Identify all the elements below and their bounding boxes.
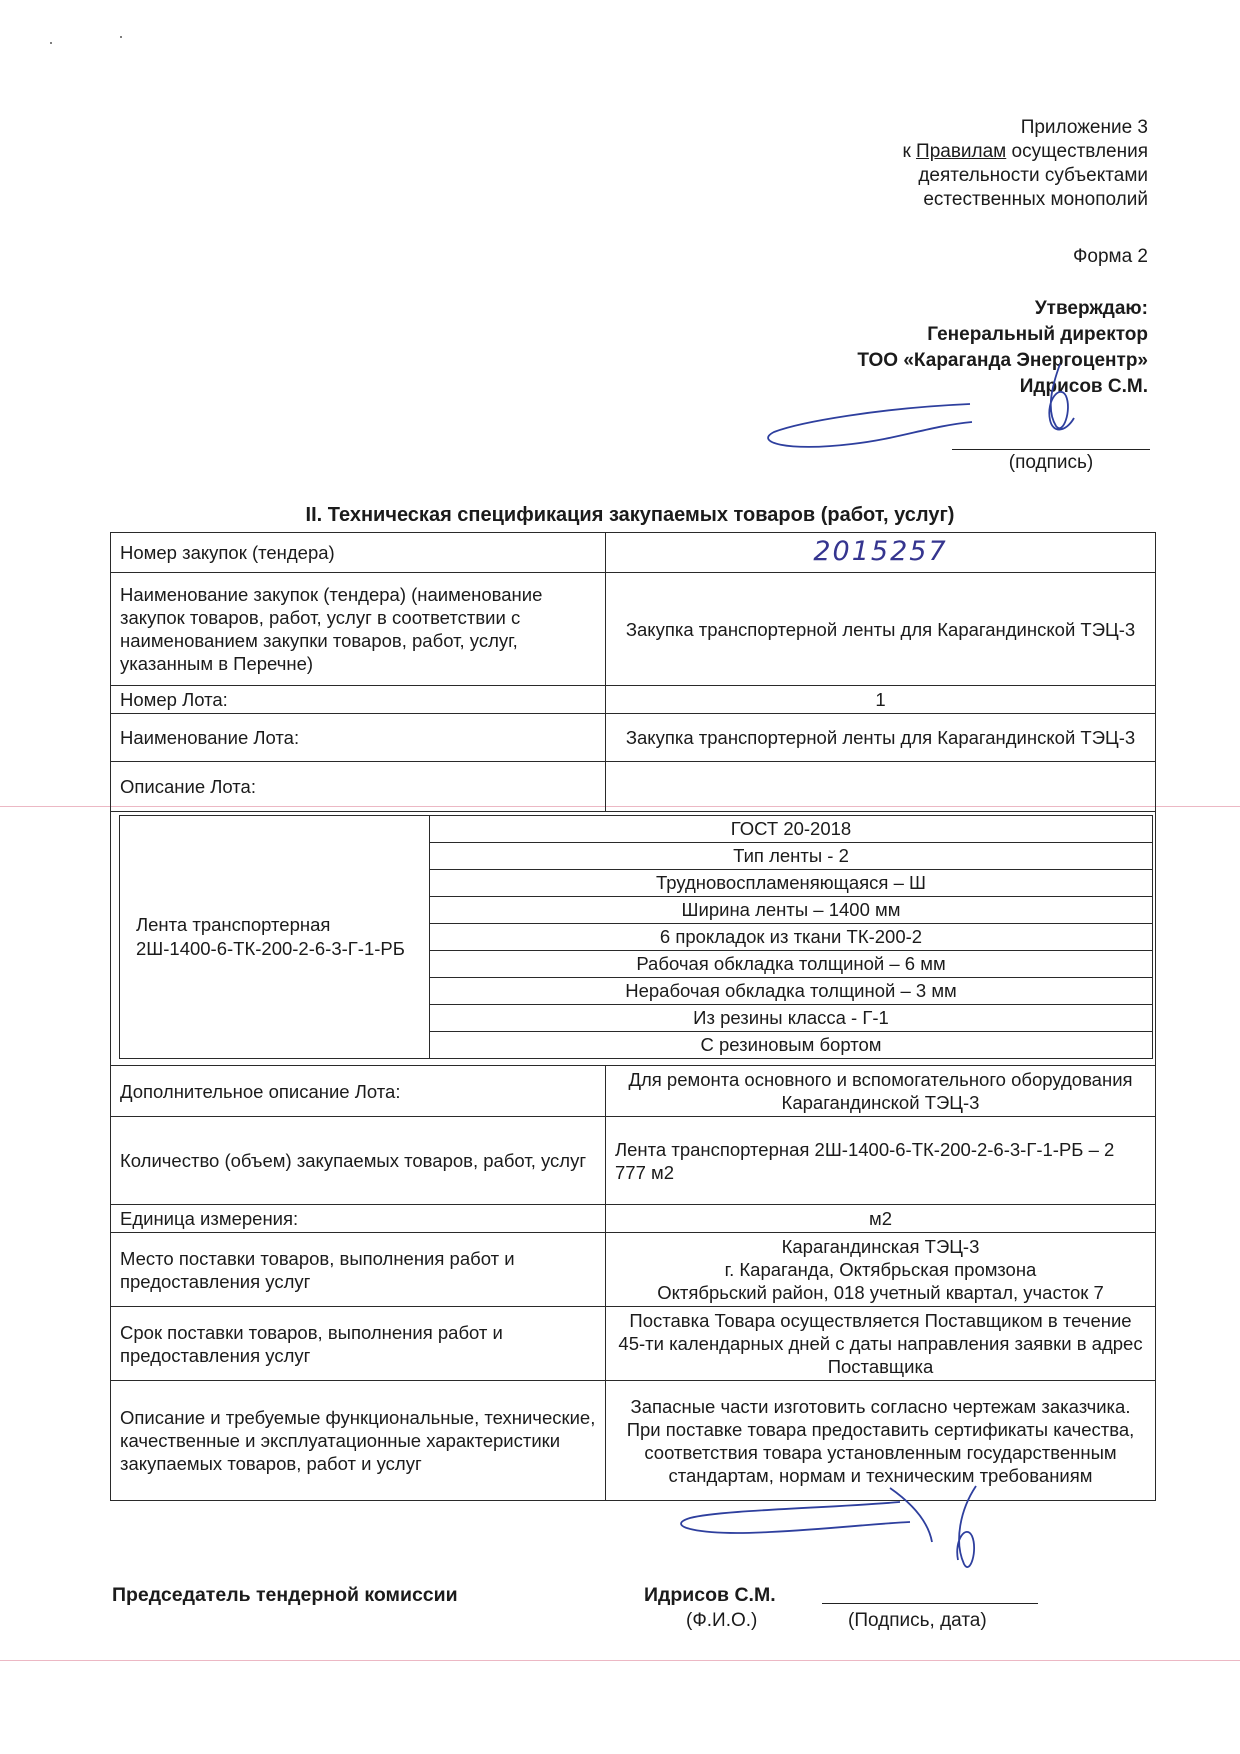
table-row	[111, 762, 1156, 812]
requirements-value: Запасные части изготовить согласно чертежам заказчика. При поставке товара предоставить сертификаты качества, соответствия товара установленным государственным стандартам, нормам и техническим требованиям	[606, 1381, 1156, 1501]
director-signature	[760, 360, 1100, 460]
additional-description-label: Дополнительное описание Лота:	[111, 1066, 606, 1117]
table-row	[111, 686, 1156, 714]
additional-description-value: Для ремонта основного и вспомогательного оборудования Карагандинской ТЭЦ-3	[606, 1066, 1156, 1117]
delivery-place-line: г. Караганда, Октябрьская промзона	[724, 1259, 1037, 1280]
quantity-value: Лента транспортерная 2Ш-1400-6-ТК-200-2-6-3-Г-1-РБ – 2 777 м2	[606, 1117, 1156, 1205]
specification-table	[110, 532, 1156, 1501]
rules-link[interactable]: Правилам	[916, 141, 1007, 162]
product-param: ГОСТ 20-2018	[430, 816, 1153, 843]
table-row	[111, 1205, 1156, 1233]
product-name: Лента транспортерная 2Ш-1400-6-ТК-200-2-6-3-Г-1-РБ	[120, 816, 430, 1059]
approver-name: Идрисов С.М.	[1019, 376, 1148, 397]
product-param: Нерабочая обкладка толщиной – 3 мм	[430, 978, 1153, 1005]
table-row	[111, 1233, 1156, 1307]
lot-number-label: Номер Лота:	[111, 686, 606, 714]
header-line-4: естественных монополий	[923, 189, 1148, 210]
product-param: Рабочая обкладка толщиной – 6 мм	[430, 951, 1153, 978]
lot-description-value	[606, 762, 1156, 812]
quantity-label: Количество (объем) закупаемых товаров, работ, услуг	[111, 1117, 606, 1205]
director-signature-caption: (подпись)	[1008, 452, 1094, 473]
lot-description-label: Описание Лота:	[111, 762, 606, 812]
approver-company: ТОО «Караганда Энергоцентр»	[857, 350, 1148, 371]
margin-line-bottom	[0, 1660, 1240, 1661]
chairman-signature-line	[822, 1603, 1038, 1604]
delivery-place-line: Карагандинская ТЭЦ-3	[781, 1236, 980, 1257]
director-signature-line	[952, 449, 1150, 450]
chairman-signature-caption: (Подпись, дата)	[848, 1610, 987, 1631]
table-row	[111, 1117, 1156, 1205]
tender-number-handwritten: 2015257	[813, 536, 948, 567]
product-param: Трудновоспламеняющаяся – Ш	[430, 870, 1153, 897]
delivery-term-label: Срок поставки товаров, выполнения работ и предоставления услуг	[111, 1307, 606, 1381]
delivery-place-value	[606, 1233, 1156, 1307]
table-row	[111, 1307, 1156, 1381]
product-param: Тип ленты - 2	[430, 843, 1153, 870]
tender-number-label: Номер закупок (тендера)	[111, 533, 606, 573]
lot-name-label: Наименование Лота:	[111, 714, 606, 762]
rules-reference: к Правилам осуществления	[902, 141, 1148, 162]
delivery-place-label: Место поставки товаров, выполнения работ и предоставления услуг	[111, 1233, 606, 1307]
tender-name-label: Наименование закупок (тендера) (наименование закупок товаров, работ, услуг в соответствии с наименованием закупки товаров, работ, услуг, указанным в Перечне)	[111, 573, 606, 686]
fio-caption: (Ф.И.О.)	[686, 1610, 758, 1631]
product-param: Из резины класса - Г-1	[430, 1005, 1153, 1032]
product-param: С резиновым бортом	[430, 1032, 1153, 1059]
delivery-place-line: Октябрьский район, 018 учетный квартал, участок 7	[657, 1282, 1104, 1303]
product-param: 6 прокладок из ткани ТК-200-2	[430, 924, 1153, 951]
appendix-number: Приложение 3	[1020, 117, 1148, 138]
product-cell	[111, 812, 1156, 1066]
delivery-term-value: Поставка Товара осуществляется Поставщиком в течение 45-ти календарных дней с даты направления заявки в адрес Поставщика	[606, 1307, 1156, 1381]
section-title: II. Техническая спецификация закупаемых товаров (работ, услуг)	[305, 504, 955, 526]
header-line-3: деятельности субъектами	[918, 165, 1148, 186]
form-label: Форма 2	[1072, 246, 1148, 267]
approve-label: Утверждаю:	[1034, 298, 1148, 319]
product-spec-table	[119, 815, 1153, 1059]
requirements-label: Описание и требуемые функциональные, технические, качественные и эксплуатационные характеристики закупаемых товаров, работ и услуг	[111, 1381, 606, 1501]
table-row	[111, 533, 1156, 573]
chairman-role: Председатель тендерной комиссии	[112, 1584, 458, 1606]
table-row	[111, 573, 1156, 686]
approver-position: Генеральный директор	[927, 324, 1148, 345]
chairman-name: Идрисов С.М.	[644, 1584, 776, 1606]
product-param: Ширина ленты – 1400 мм	[430, 897, 1153, 924]
unit-value: м2	[606, 1205, 1156, 1233]
table-row	[111, 714, 1156, 762]
chairman-signature	[660, 1480, 1020, 1590]
appendix-header	[902, 116, 1148, 212]
unit-label: Единица измерения:	[111, 1205, 606, 1233]
tender-number-value	[606, 533, 1156, 573]
table-row	[111, 1066, 1156, 1117]
lot-number-value: 1	[606, 686, 1156, 714]
product-row	[111, 812, 1156, 1066]
lot-name-value: Закупка транспортерной ленты для Карагандинской ТЭЦ-3	[606, 714, 1156, 762]
tender-name-value: Закупка транспортерной ленты для Карагандинской ТЭЦ-3	[606, 573, 1156, 686]
